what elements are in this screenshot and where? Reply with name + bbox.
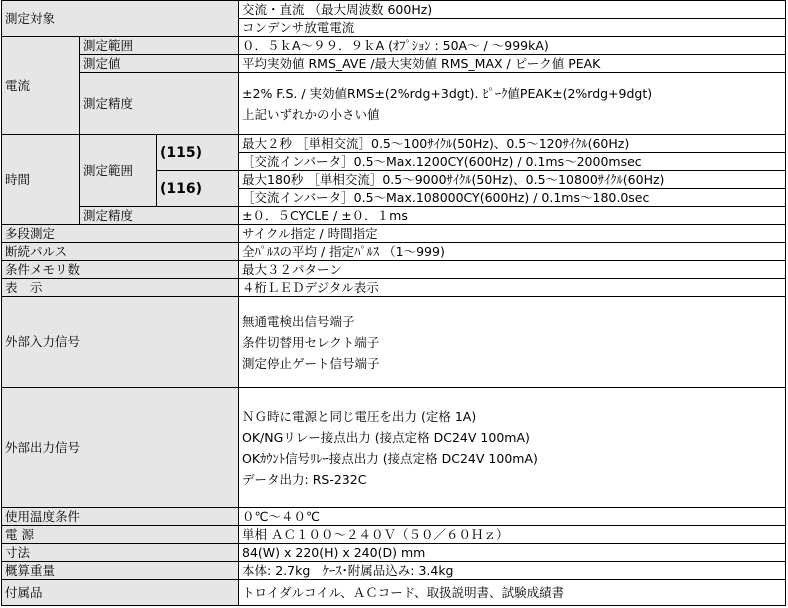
ext-output-line-1: ＮＧ時に電源と同じ電圧を出力 (定格 1A) [242,408,477,424]
weight-label: 概算重量 [2,562,239,580]
current-accuracy-line-1: ±2% F.S. / 実効値RMS±(2%rdg+3dgt). ﾋﾟｰｸ値PEAK±(2%rdg+9dgt) [242,85,653,101]
ext-input-line-2: 条件切替用セレクト端子 [242,334,380,350]
time-accuracy-label: 測定精度 [80,207,239,225]
current-accuracy-value [239,73,786,135]
current-measured-label: 測定値 [80,55,239,73]
weight-value: 本体: 2.7kg ｹｰｽ･附属品込み: 3.4kg [239,562,786,580]
memory-value: 最大３２パターン [239,261,786,279]
ext-output-line-2: OK/NGリレー接点出力 (接点定格 DC24V 100mA) [242,429,530,445]
current-accuracy-line-2: 上記いずれかの小さい値 [242,106,380,122]
size-label: 寸法 [2,544,239,562]
spec-table [1,0,786,606]
current-measured-value: 平均実効値 RMS_AVE /最大実効値 RMS_MAX / ピーク値 PEAK [239,55,786,73]
current-range-label: 測定範囲 [80,37,239,55]
ext-input-line-3: 測定停止ゲート信号端子 [242,355,380,371]
model-115-value-2: ［交流インバータ］0.5～Max.1200CY(600Hz) / 0.1ms～2000msec [239,153,786,171]
target-value-2: コンデンサ放電電流 [239,19,786,37]
current-range-value: ０．５ｋA～９９．９ｋA (ｵﾌﾟｼｮﾝ : 50A～ / ～999kA) [239,37,786,55]
ext-output-line-4: データ出力: RS-232C [242,471,367,487]
power-label: 電 源 [2,526,239,544]
temp-label: 使用温度条件 [2,508,239,526]
display-label: 表 示 [2,279,239,297]
time-range-label: 測定範囲 [80,135,157,207]
ext-output-value [239,388,786,508]
accessory-value: トロイダルコイル、ＡＣコード、取扱説明書、試験成績書 [239,580,786,606]
ext-output-label: 外部出力信号 [2,388,239,508]
model-116-label: (116) [157,171,239,207]
time-label: 時間 [2,135,80,225]
temp-value: ０℃～４０℃ [239,508,786,526]
current-label: 電流 [2,37,80,135]
current-accuracy-label: 測定精度 [80,73,239,135]
display-value: ４桁ＬＥＤデジタル表示 [239,279,786,297]
multistage-value: サイクル指定 / 時間指定 [239,225,786,243]
target-value-1: 交流・直流 （最大周波数 600Hz) [239,1,786,19]
model-115-label: (115) [157,135,239,171]
pulse-value: 全ﾊﾟﾙｽの平均 / 指定ﾊﾟﾙｽ （1～999) [239,243,786,261]
multistage-label: 多段測定 [2,225,239,243]
ext-input-value [239,297,786,388]
model-115-value-1: 最大２秒 ［単相交流］0.5～100ｻｲｸﾙ(50Hz)、0.5～120ｻｲｸﾙ(60Hz) [239,135,786,153]
ext-input-line-1: 無通電検出信号端子 [242,313,355,329]
model-116-value-1: 最大180秒 ［単相交流］0.5～9000ｻｲｸﾙ(50Hz)、0.5～10800ｻｲｸﾙ(60Hz) [239,171,786,189]
power-value: 単相 ＡＣ１００～２４０Ｖ（５０／６０Ｈｚ） [239,526,786,544]
ext-input-label: 外部入力信号 [2,297,239,388]
model-116-value-2: ［交流インバータ］0.5～Max.108000CY(600Hz) / 0.1ms～180.0sec [239,189,786,207]
accessory-label: 付属品 [2,580,239,606]
ext-output-line-3: OKｶｳﾝﾄ信号ﾘﾚｰ接点出力 (接点定格 DC24V 100mA) [242,450,538,466]
target-label: 測定対象 [2,1,239,37]
size-value: 84(W) x 220(H) x 240(D) mm [239,544,786,562]
memory-label: 条件メモリ数 [2,261,239,279]
pulse-label: 断続パルス [2,243,239,261]
time-accuracy-value: ±０．５CYCLE / ±０．１ms [239,207,786,225]
